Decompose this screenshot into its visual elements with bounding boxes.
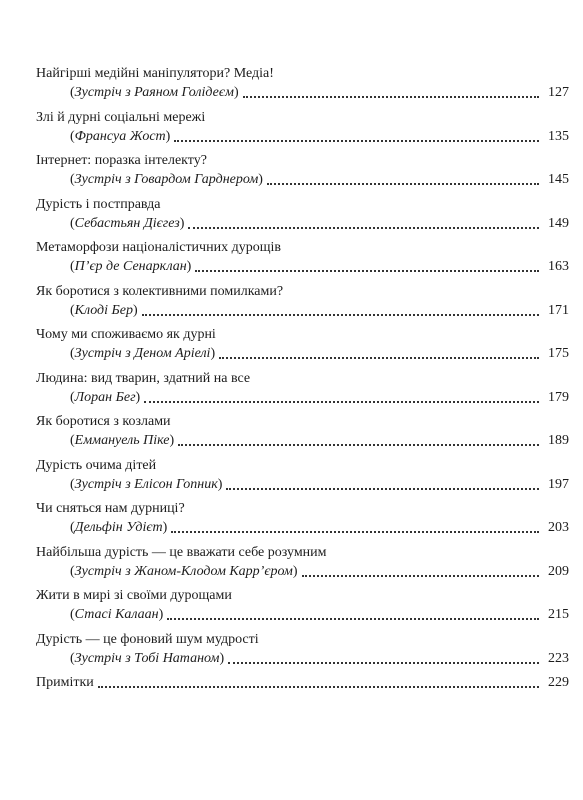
toc-author-line (36, 518, 569, 537)
toc-title: Метаморфози націоналістичних дурощів (36, 240, 281, 255)
toc-author: (Себастьян Дієгез) (70, 215, 185, 231)
toc-title: Чи сняться нам дурниці? (36, 501, 185, 516)
toc-page-number: 171 (548, 302, 569, 318)
toc-page-number: 127 (548, 85, 569, 100)
toc-author: (Стасі Калаан) (70, 607, 164, 622)
toc-title: Дурість і постправда (36, 196, 161, 212)
toc-author: (Зустріч з Тобі Натаном) (70, 650, 225, 666)
toc-author: (Зустріч з Говардом Гарднером) (70, 172, 263, 187)
toc-page-number: 223 (548, 650, 569, 666)
toc-author: (Зустріч з Раяном Голідеєм) (70, 85, 239, 100)
toc-author: (Зустріч з Елісон Гопник) (70, 476, 223, 492)
dot-leader (98, 686, 539, 688)
toc-author-line (36, 170, 569, 189)
toc-author-line (36, 214, 569, 233)
notes-page-number: 229 (548, 675, 569, 690)
toc-author: (Зустріч з Деном Аріелі) (70, 346, 216, 361)
toc-author-line (36, 649, 569, 668)
toc-page-number: 175 (548, 346, 569, 361)
notes-title: Примітки (36, 675, 94, 690)
toc-page-number: 163 (548, 259, 569, 274)
toc-entry[interactable] (36, 151, 569, 195)
toc-title: Дурість очима дітей (36, 457, 157, 473)
dot-leader (267, 183, 539, 185)
toc-author-line (36, 257, 569, 276)
toc-page-number: 149 (548, 215, 569, 231)
dot-leader (167, 618, 539, 620)
dot-leader (302, 575, 539, 577)
dot-leader (228, 662, 539, 664)
toc-author-line (36, 301, 569, 320)
toc-author-line (36, 431, 569, 450)
toc-author-line (36, 388, 569, 407)
toc-page-number: 197 (548, 476, 569, 492)
toc-entry[interactable] (36, 325, 569, 369)
toc-entry[interactable] (36, 238, 569, 282)
toc-title: Найбільша дурість — це вважати себе розумним (36, 544, 327, 560)
toc-entry[interactable] (36, 456, 569, 500)
dot-leader (178, 444, 539, 446)
toc-title: Як боротися з козлами (36, 414, 171, 429)
toc-page-number: 189 (548, 433, 569, 448)
toc-author: (Еммануель Піке) (70, 433, 175, 448)
toc-page-number: 145 (548, 172, 569, 187)
toc-author-line (36, 605, 569, 624)
toc-entry[interactable] (36, 282, 569, 326)
toc-title: Найгірші медійні маніпулятори? Медіа! (36, 66, 274, 81)
dot-leader (142, 314, 539, 316)
toc-entry-notes[interactable] (36, 673, 569, 717)
toc-entry[interactable] (36, 412, 569, 456)
toc-title: Інтернет: поразка інтелекту? (36, 153, 207, 168)
toc-author: (Зустріч з Жаном-Клодом Карр’єром) (70, 563, 298, 579)
toc-author-line (36, 83, 569, 102)
toc-entry[interactable] (36, 630, 569, 674)
toc-author: (П’єр де Сенарклан) (70, 259, 192, 274)
toc-entry[interactable] (36, 64, 569, 108)
toc-page-number: 135 (548, 128, 569, 144)
toc-author: (Лоран Бег) (70, 389, 141, 405)
dot-leader (188, 227, 539, 229)
toc-author: (Дельфін Удієт) (70, 520, 168, 535)
dot-leader (144, 401, 539, 403)
dot-leader (226, 488, 539, 490)
toc-entry[interactable] (36, 586, 569, 630)
toc-author-line (36, 562, 569, 581)
toc-title: Чому ми споживаємо як дурні (36, 327, 216, 342)
toc-title: Дурість — це фоновий шум мудрості (36, 631, 259, 647)
dot-leader (195, 270, 539, 272)
toc-author-line (36, 127, 569, 146)
toc-title: Людина: вид тварин, здатний на все (36, 370, 251, 386)
toc-author: (Клоді Бер) (70, 302, 138, 318)
toc-title: Жити в мирі зі своїми дурощами (36, 588, 232, 603)
toc-entry[interactable] (36, 108, 569, 152)
toc-title: Як боротися з колективними помилками? (36, 283, 284, 299)
toc-title: Злі й дурні соціальні мережі (36, 109, 206, 125)
toc-author-line (36, 475, 569, 494)
dot-leader (219, 357, 539, 359)
notes-line (36, 673, 569, 692)
toc-page-number: 209 (548, 563, 569, 579)
toc-page-number: 179 (548, 389, 569, 405)
toc-entry[interactable] (36, 195, 569, 239)
toc-page-number: 215 (548, 607, 569, 622)
toc-page-number: 203 (548, 520, 569, 535)
toc-entry[interactable] (36, 543, 569, 587)
dot-leader (171, 531, 539, 533)
dot-leader (243, 96, 539, 98)
table-of-contents (36, 64, 569, 717)
dot-leader (174, 140, 539, 142)
toc-author-line (36, 344, 569, 363)
toc-entry[interactable] (36, 499, 569, 543)
toc-entry[interactable] (36, 369, 569, 413)
toc-author: (Франсуа Жост) (70, 128, 171, 144)
